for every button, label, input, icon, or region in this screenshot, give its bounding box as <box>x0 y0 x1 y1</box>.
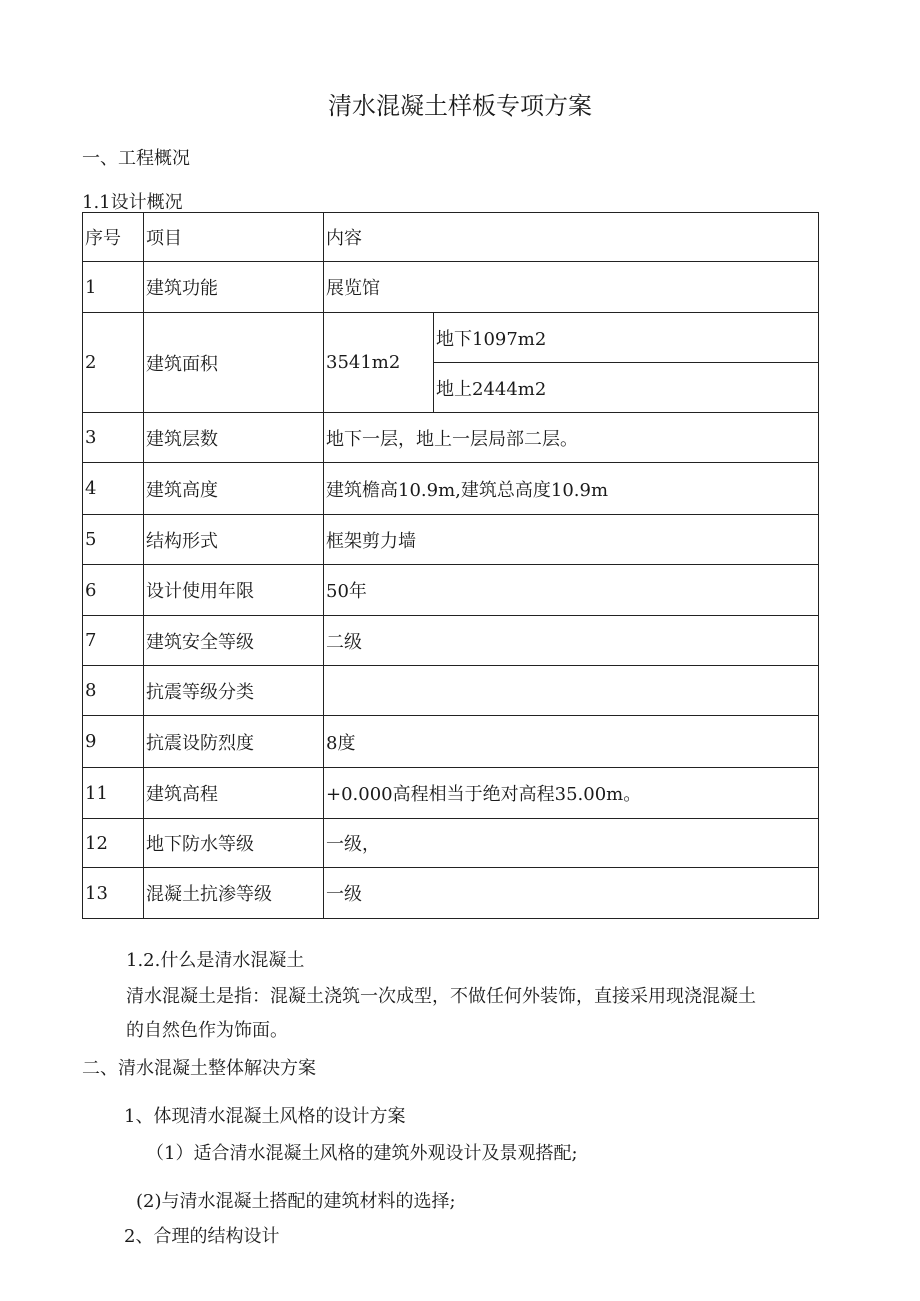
row-content: 建筑檐高10.9m,建筑总高度10.9m <box>324 463 819 515</box>
row-content: 地下一层，地上一层局部二层。 <box>324 413 819 463</box>
row-item: 建筑高度 <box>144 463 324 515</box>
row-no: 9 <box>83 716 144 768</box>
row-item: 设计使用年限 <box>144 565 324 616</box>
row-item: 建筑安全等级 <box>144 616 324 666</box>
row-item: 建筑高程 <box>144 768 324 819</box>
table-row <box>83 666 819 716</box>
row-item: 建筑面积 <box>144 313 324 413</box>
row-content: 50年 <box>324 565 819 616</box>
row-no: 11 <box>83 768 144 819</box>
row-content: 一级， <box>324 819 819 868</box>
section-1-heading: 一、工程概况 <box>82 148 190 169</box>
table-row <box>83 819 819 868</box>
row-no: 3 <box>83 413 144 463</box>
row-item: 抗震设防烈度 <box>144 716 324 768</box>
row-no: 13 <box>83 868 144 919</box>
row-aboveground-area: 地上2444m2 <box>434 363 819 413</box>
row-no: 5 <box>83 515 144 565</box>
row-item: 建筑层数 <box>144 413 324 463</box>
definition-line-2: 的自然色作为饰面。 <box>126 1020 288 1041</box>
page-title: 清水混凝土样板专项方案 <box>328 92 592 120</box>
table-row <box>83 868 819 919</box>
row-no: 4 <box>83 463 144 515</box>
row-no: 8 <box>83 666 144 716</box>
header-content: 内容 <box>324 213 819 262</box>
design-overview-table <box>82 212 819 919</box>
section-2-heading: 二、清水混凝土整体解决方案 <box>82 1058 316 1079</box>
item-1-sub-1: （1）适合清水混凝土风格的建筑外观设计及景观搭配; <box>146 1143 578 1164</box>
header-no: 序号 <box>83 213 144 262</box>
item-1-sub-2: (2)与清水混凝土搭配的建筑材料的选择; <box>136 1191 456 1212</box>
row-total-area: 3541m2 <box>324 313 434 413</box>
row-no: 2 <box>83 313 144 413</box>
row-no: 12 <box>83 819 144 868</box>
table-header-row <box>83 213 819 262</box>
table-row <box>83 565 819 616</box>
row-content: 8度 <box>324 716 819 768</box>
row-no: 7 <box>83 616 144 666</box>
definition-line-1: 清水混凝土是指：混凝土浇筑一次成型，不做任何外装饰，直接采用现浇混凝土 <box>126 986 756 1007</box>
row-no: 6 <box>83 565 144 616</box>
row-underground-area: 地下1097m2 <box>434 313 819 363</box>
row-content: 展览馆 <box>324 262 819 313</box>
subsection-1-1-heading: 1.1设计概况 <box>82 192 183 213</box>
table-row <box>83 716 819 768</box>
header-item: 项目 <box>144 213 324 262</box>
row-no: 1 <box>83 262 144 313</box>
row-content: 一级 <box>324 868 819 919</box>
table-row <box>83 262 819 313</box>
row-item: 抗震等级分类 <box>144 666 324 716</box>
row-content <box>324 666 819 716</box>
item-1: 1、体现清水混凝土风格的设计方案 <box>124 1106 406 1127</box>
row-item: 结构形式 <box>144 515 324 565</box>
table-row <box>83 313 819 363</box>
table-row <box>83 515 819 565</box>
table-row <box>83 616 819 666</box>
row-content: +0.000高程相当于绝对高程35.00m。 <box>324 768 819 819</box>
row-item: 建筑功能 <box>144 262 324 313</box>
item-2: 2、合理的结构设计 <box>124 1226 280 1247</box>
table-row <box>83 768 819 819</box>
row-content: 框架剪力墙 <box>324 515 819 565</box>
table-row <box>83 413 819 463</box>
table-row <box>83 463 819 515</box>
subsection-1-2-heading: 1.2.什么是清水混凝土 <box>126 950 305 971</box>
row-item: 地下防水等级 <box>144 819 324 868</box>
row-item: 混凝土抗渗等级 <box>144 868 324 919</box>
row-content: 二级 <box>324 616 819 666</box>
